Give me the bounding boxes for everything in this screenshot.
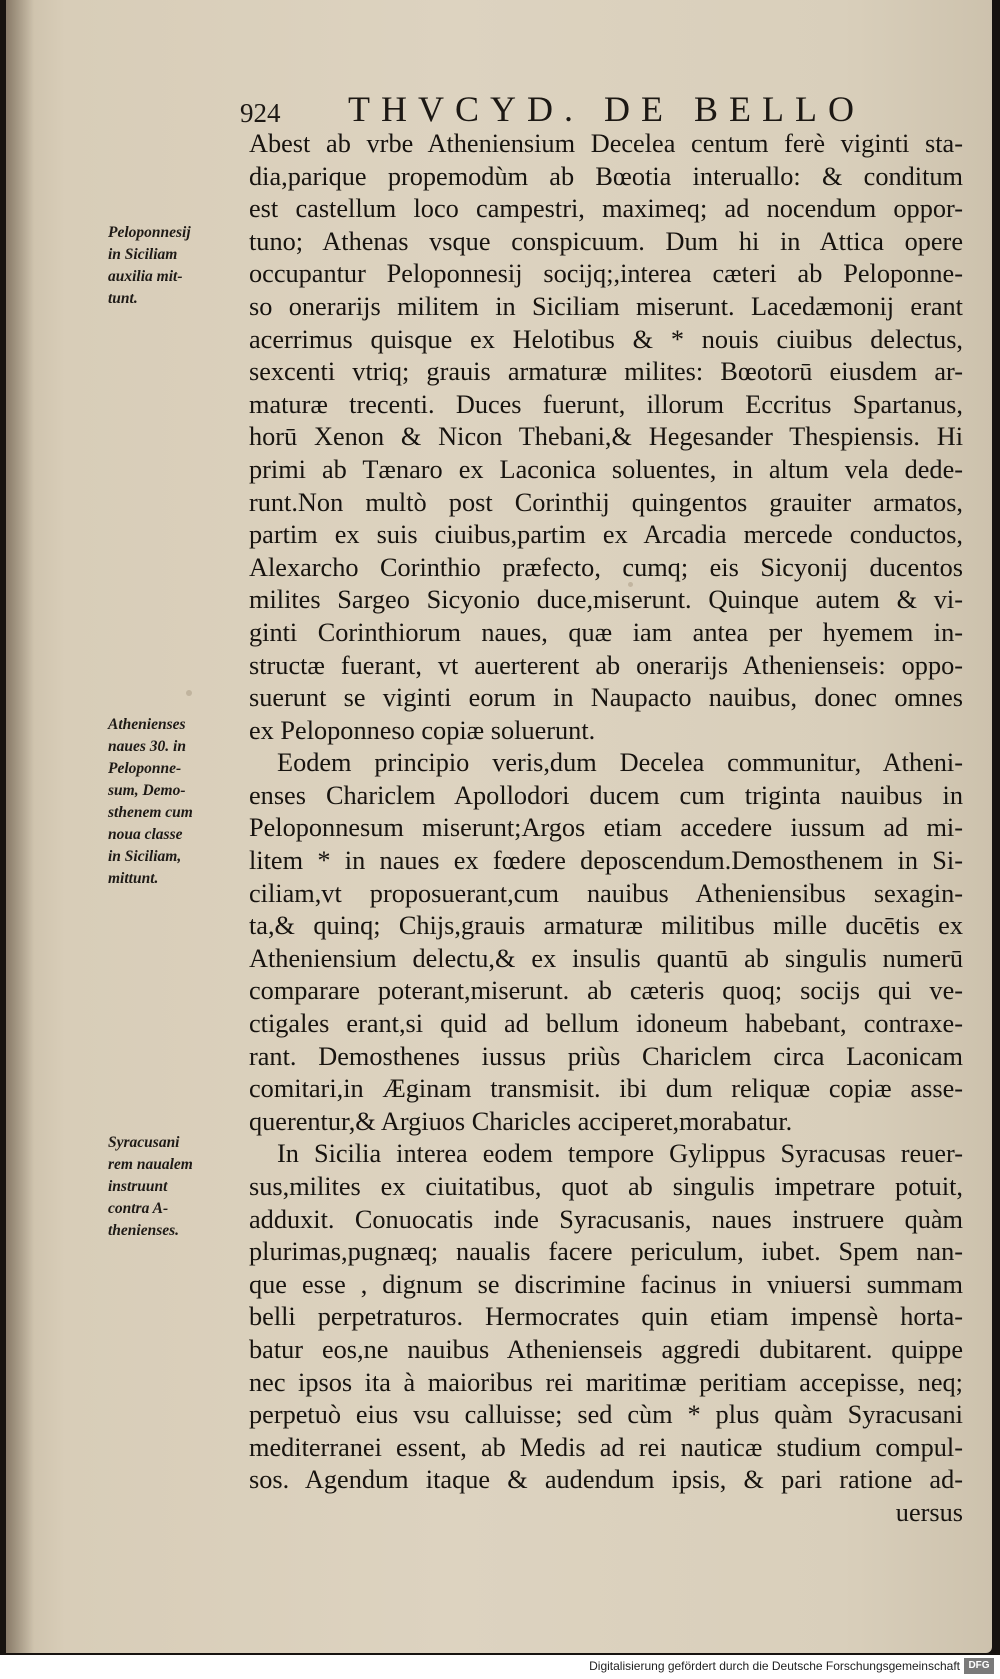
dfg-logo: DFG	[964, 1658, 994, 1674]
margin-note-line: Peloponnesij	[108, 224, 191, 241]
running-head: THVCYD. DE BELLO	[348, 89, 865, 129]
text-line: so onerarijs militem in Siciliam miserunt. Lacedæmonij erant	[249, 291, 963, 321]
text-line: Eodem principio veris,dum Decelea communitur, Atheni-	[277, 748, 963, 778]
text-line: ex Peloponneso copiæ soluerunt.	[249, 715, 596, 745]
text-line: Abest ab vrbe Atheniensium Decelea centum ferè viginti sta-	[249, 129, 963, 158]
page-header	[228, 82, 868, 132]
text-line: horū Xenon & Nicon Thebani,& Hegesander Thespiensis. Hi	[249, 422, 963, 452]
margin-note-line: sthenem cum	[108, 804, 193, 821]
text-line: sos. Agendum itaque & audendum ipsis, & pari ratione ad-	[249, 1465, 963, 1495]
text-line: runt.Non multò post Corinthij quingentos grauiter armatos,	[249, 487, 963, 517]
text-line: structæ fuerant, vt auerterent ab onerarijs Athenienseis: oppo-	[249, 650, 963, 680]
text-line: belli perpetraturos. Hermocrates quin etiam impensè horta-	[249, 1302, 963, 1332]
text-line: ginti Corinthiorum naues, quæ iam antea per hyemem in-	[249, 617, 963, 647]
text-line: Peloponnesum miserunt;Argos etiam accedere iussum ad mi-	[249, 813, 963, 843]
text-line: batur eos,ne nauibus Athenienseis aggredi dubitarent. quippe	[249, 1334, 963, 1364]
margin-note-line: Peloponne-	[108, 760, 182, 777]
catchword: uersus	[895, 1497, 963, 1527]
margin-note-peloponnesians	[108, 222, 240, 310]
text-line: litem * in naues ex fœdere deposcendum.Demosthenem in Si-	[249, 846, 963, 876]
margin-note-line: mittunt.	[108, 870, 159, 887]
text-line: Alexarcho Corinthio præfecto, cumq; eis Sicyonij ducentos	[249, 552, 963, 582]
margin-note-line: instruunt	[108, 1178, 168, 1195]
text-line: sexcenti vtriq; grauis armaturæ milites: Bœotorū eiusdem ar-	[249, 357, 963, 387]
text-line: que esse , dignum se discrimine facinus in vniuersi summam	[249, 1269, 963, 1299]
margin-note-line: rem naualem	[108, 1156, 193, 1173]
text-line: ta,& quinq; Chijs,grauis armaturæ militibus mille ducētis ex	[249, 911, 963, 941]
text-line: maturæ trecenti. Duces fuerunt, illorum Eccritus Spartanus,	[249, 389, 963, 419]
body-text	[249, 128, 963, 1530]
text-line: enses Chariclem Apollodori ducem cum triginta nauibus in	[249, 780, 963, 810]
text-line: plurimas,pugnæq; naualis facere periculum, iubet. Spem nan-	[249, 1237, 963, 1267]
text-line: suerunt se viginti eorum in Naupacto nauibus, donec omnes	[249, 683, 963, 713]
margin-note-athenians	[108, 714, 240, 890]
margin-note-line: Syracusani	[108, 1134, 180, 1151]
text-line: querentur,& Argiuos Charicles acciperet,morabatur.	[249, 1106, 793, 1136]
paper-spot	[186, 690, 192, 696]
text-line: comparare poterant,miserunt. ab cæteris quoq; socijs qui ve-	[249, 976, 963, 1006]
margin-note-line: Athenienses	[108, 716, 186, 733]
text-line: adduxit. Conuocatis inde Syracusanis, naues instruere quàm	[249, 1204, 963, 1234]
text-line: partim ex suis ciuibus,partim ex Arcadia mercede conductos,	[249, 520, 963, 550]
text-line: dia,parique propemodùm ab Bœotia interuallo: & conditum	[249, 161, 963, 191]
page-number: 924	[240, 98, 281, 128]
margin-note-line: thenienses.	[108, 1222, 180, 1239]
text-line: tuno; Athenas vsque conspicuum. Dum hi in Attica opere	[249, 226, 963, 256]
text-line: Atheniensium delectu,& ex insulis quantū ab singulis numerū	[249, 943, 963, 973]
margin-note-line: in Siciliam,	[108, 848, 182, 865]
margin-note-line: sum, Demo-	[108, 782, 186, 799]
text-line: ciliam,vt proposuerant,cum nauibus Atheniensibus sexagin-	[249, 878, 963, 908]
text-line: est castellum loco campestri, maximeq; ad nocendum oppor-	[249, 194, 963, 224]
text-line: mediterranei essent, ab Medis ad rei nauticæ studium compul-	[249, 1432, 963, 1462]
margin-note-line: naues 30. in	[108, 738, 186, 755]
margin-note-line: in Siciliam	[108, 246, 178, 263]
margin-note-syracusans	[108, 1132, 240, 1242]
margin-note-line: tunt.	[108, 290, 138, 307]
text-line: acerrimus quisque ex Helotibus & * nouis ciuibus delectus,	[249, 324, 963, 354]
text-line: occupantur Peloponnesij socijq;,interea cæteri ab Peloponne-	[249, 259, 963, 289]
text-line: comitari,in Æginam transmisit. ibi dum reliquæ copiæ asse-	[249, 1074, 963, 1104]
margin-note-line: contra A-	[108, 1200, 169, 1217]
text-line: In Sicilia interea eodem tempore Gylippus Syracusas reuer-	[277, 1139, 963, 1169]
text-line: milites Sargeo Sicyonio duce,miserunt. Quinque autem & vi-	[249, 585, 963, 615]
text-line: ctigales erant,si quid ad bellum idoneum habebant, contraxe-	[249, 1009, 963, 1039]
funding-notice: Digitalisierung gefördert durch die Deutsche Forschungsgemeinschaft	[589, 1659, 960, 1673]
text-line: primi ab Tænaro ex Laconica soluentes, in altum vela dede-	[249, 454, 963, 484]
page-gutter-shadow	[6, 0, 34, 1653]
text-line: sus,milites ex ciuitatibus, quot ab singulis impetrare potuit,	[249, 1172, 963, 1201]
digitization-footer	[0, 1655, 1000, 1679]
margin-note-line: auxilia mit-	[108, 268, 183, 285]
text-line: nec ipsos ita à maioribus rei maritimæ peritiam accepisse, neq;	[249, 1367, 963, 1397]
text-line: perpetuò eius vsu calluisse; sed cùm * plus quàm Syracusani	[249, 1400, 963, 1430]
text-line: rant. Demosthenes iussus priùs Chariclem circa Laconicam	[249, 1041, 963, 1071]
margin-note-line: noua classe	[108, 826, 183, 843]
